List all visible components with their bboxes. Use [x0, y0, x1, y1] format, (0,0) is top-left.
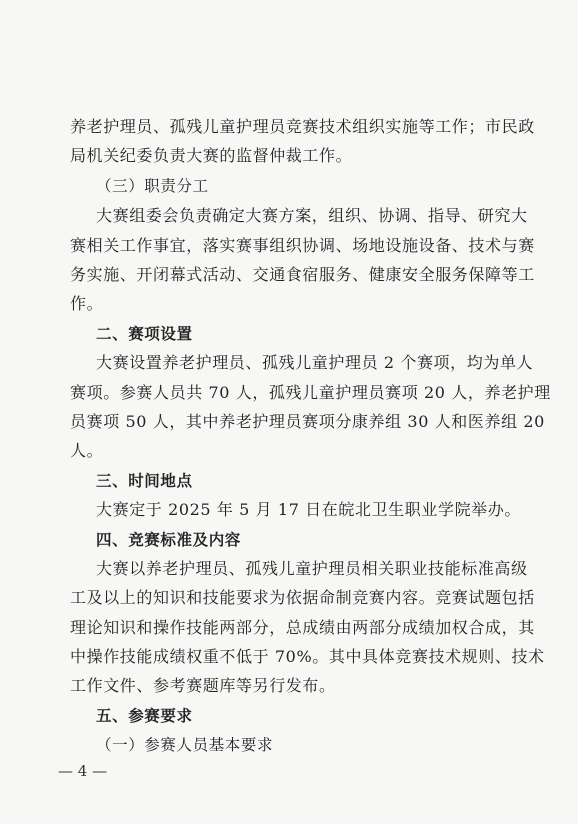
section-heading: 五、参赛要求 — [96, 707, 193, 725]
body-line: 理论知识和操作技能两部分，总成绩由两部分成绩加权合成，其 — [70, 618, 535, 637]
body-line: 作。 — [70, 294, 104, 313]
body-line: 大赛以养老护理员、孤残儿童护理员相关职业技能标准高级 — [96, 559, 528, 578]
body-line: 人。 — [70, 441, 104, 460]
page-number: — 4 — — [58, 762, 108, 780]
body-line: 工作文件、参考赛题库等另行发布。 — [70, 676, 336, 695]
body-line: 务实施、开闭幕式活动、交通食宿服务、健康安全服务保障等工 — [70, 265, 535, 284]
body-line: 局机关纪委负责大赛的监督仲裁工作。 — [70, 146, 353, 165]
body-line: 员赛项 50 人，其中养老护理员赛项分康养组 30 人和医养组 20 — [70, 412, 545, 431]
section-heading: 二、赛项设置 — [96, 325, 193, 343]
subsection-heading: （一）参赛人员基本要求 — [96, 736, 274, 754]
body-line: 养老护理员、孤残儿童护理员竞赛技术组织实施等工作；市民政 — [70, 117, 535, 136]
body-line: 工及以上的知识和技能要求为依据命制竞赛内容。竞赛试题包括 — [70, 588, 535, 607]
body-line: 赛项。参赛人员共 70 人，孤残儿童护理员赛项 20 人，养老护理 — [70, 383, 551, 402]
body-line: 大赛组委会负责确定大赛方案，组织、协调、指导、研究大 — [96, 206, 528, 225]
body-line: 赛相关工作事宜，落实赛事组织协调、场地设施设备、技术与赛 — [70, 236, 535, 255]
body-line: 大赛设置养老护理员、孤残儿童护理员 2 个赛项，均为单人 — [96, 353, 534, 372]
body-line: 大赛定于 2025 年 5 月 17 日在皖北卫生职业学院举办。 — [96, 500, 521, 519]
section-heading: 四、竞赛标准及内容 — [96, 531, 241, 549]
section-heading: 三、时间地点 — [96, 472, 193, 490]
body-line: 中操作技能成绩权重不低于 70%。其中具体竞赛技术规则、技术 — [70, 647, 545, 666]
subsection-heading: （三）职责分工 — [96, 177, 209, 195]
